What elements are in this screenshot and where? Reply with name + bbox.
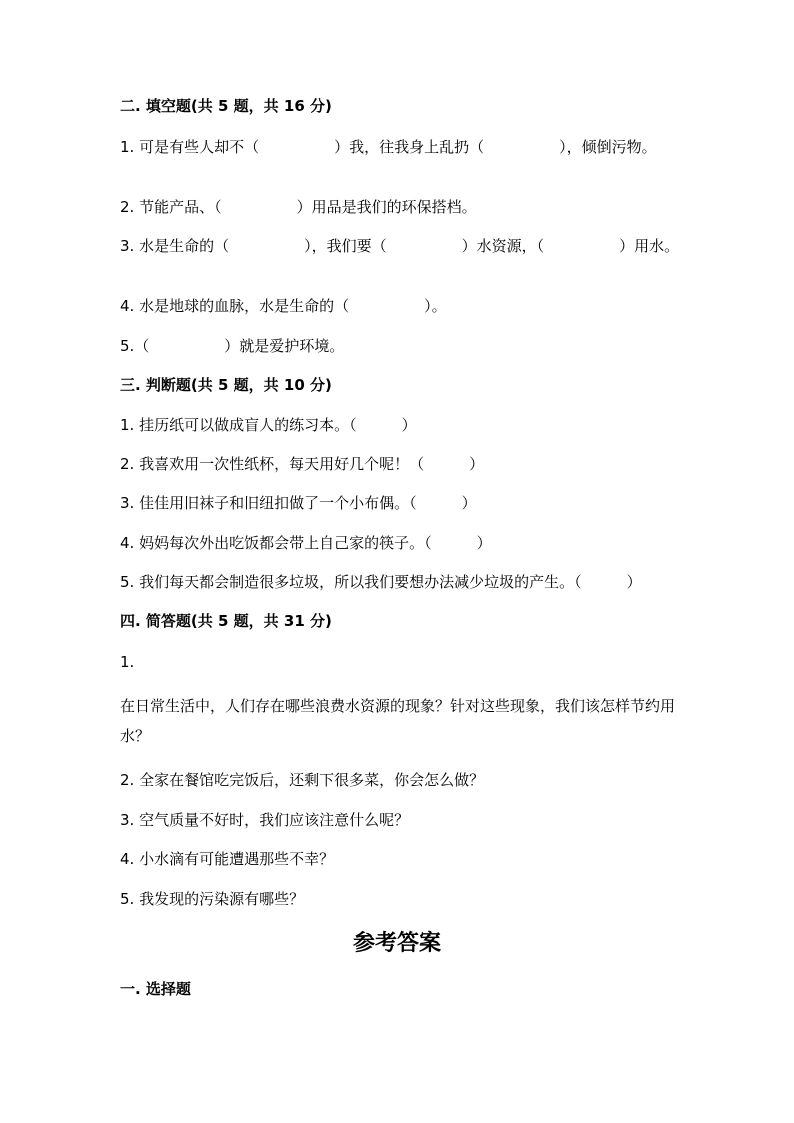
answers-section1-heading: 一. 选择题 [120,980,191,998]
section4-question-5: 5. 我发现的污染源有哪些？ [120,890,305,908]
section3-question-5: 5. 我们每天都会制造很多垃圾，所以我们要想办法减少垃圾的产生。（ ） [120,573,642,591]
section2-heading: 二. 填空题(共 5 题，共 16 分) [120,97,332,115]
section2-question-5: 5.（ ）就是爱护环境。 [120,337,345,355]
section2-question-1: 1. 可是有些人却不（ ）我，往我身上乱扔（ ），倾倒污物。 [120,138,657,156]
section3-question-2: 2. 我喜欢用一次性纸杯，每天用好几个呢！（ ） [120,455,485,473]
section2-question-4: 4. 水是地球的血脉，水是生命的（ ）。 [120,297,447,315]
section4-question-1-text: 在日常生活中，人们存在哪些浪费水资源的现象？针对这些现象，我们该怎样节约用水？ [120,697,676,745]
section3-question-4: 4. 妈妈每次外出吃饭都会带上自己家的筷子。（ ） [120,534,492,552]
section4-question-3: 3. 空气质量不好时，我们应该注意什么呢？ [120,811,410,829]
section3-question-1: 1. 挂历纸可以做成盲人的练习本。（ ） [120,416,417,434]
section4-heading: 四. 简答题(共 5 题，共 31 分) [120,612,332,630]
section2-question-3: 3. 水是生命的（ ），我们要（ ）水资源，（ ）用水。 [120,237,680,255]
answers-title: 参考答案 [352,930,441,956]
section4-question-1-number: 1. [120,653,135,671]
section4-question-4: 4. 小水滴有可能遭遇那些不幸？ [120,850,335,868]
section2-question-2: 2. 节能产品、（ ）用品是我们的环保搭档。 [120,198,477,216]
section3-question-3: 3. 佳佳用旧袜子和旧纽扣做了一个小布偶。（ ） [120,494,477,512]
section4-question-2: 2. 全家在餐馆吃完饭后，还剩下很多菜，你会怎么做？ [120,771,485,789]
section3-heading: 三. 判断题(共 5 题，共 10 分) [120,376,332,394]
